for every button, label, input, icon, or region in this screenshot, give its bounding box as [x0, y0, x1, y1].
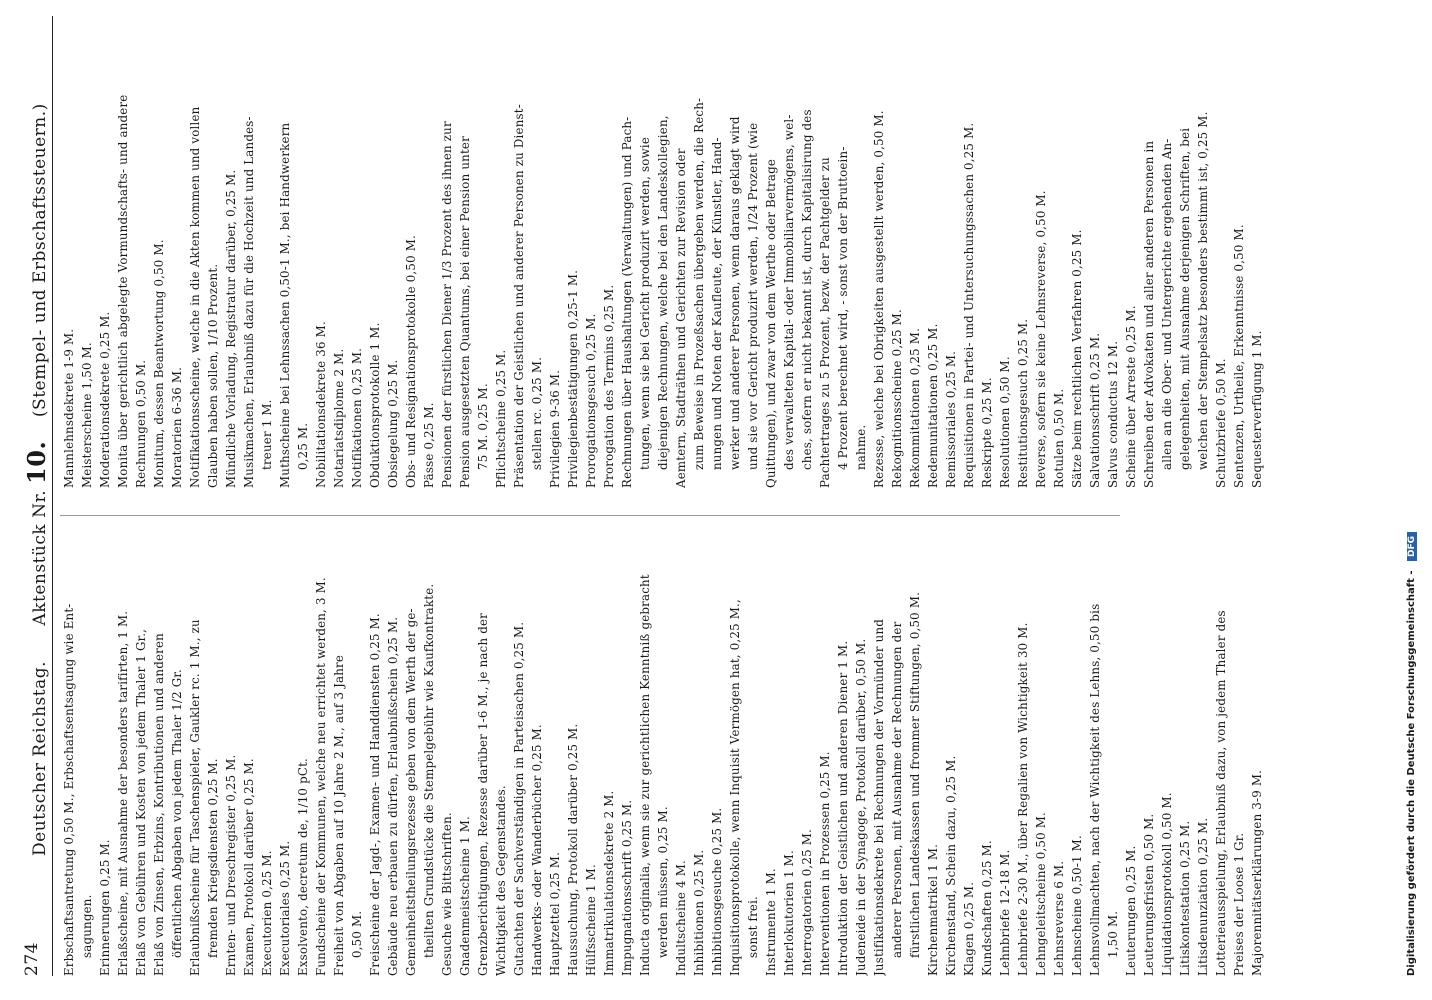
text-line: Mannlehnsdekrete 1-9 M. [62, 328, 76, 488]
running-title [22, 103, 51, 856]
text-line: fremden Kriegsdiensten 0,25 M. [206, 758, 220, 958]
text-line: Interrogatorien 0,25 M. [800, 829, 814, 976]
text-line: Sequesterverfügung 1 M. [1250, 330, 1264, 488]
text-line: Sentenzen, Urtheile, Erkenntnisse 0,50 M. [1232, 224, 1246, 488]
text-line: Obsiegelung 0,25 M. [386, 359, 400, 488]
text-line: Redemunitationen 0,25 M. [926, 323, 940, 488]
text-line: Gnadenmeistscheine 1 M. [458, 816, 472, 976]
text-line: Muthscheine bei Lehnssachen 0,50-1 M., bei Handwerkern [278, 122, 292, 488]
text-line: Majorennitätserklärungen 3-9 M. [1250, 769, 1264, 976]
text-line: welchen der Stempelsatz besonders bestimmt ist, 0,25 M. [1196, 111, 1210, 470]
text-line: Notariatsdiplome 2 M. [332, 348, 346, 488]
text-line: Introduktion der Geistlichen und anderen Diener 1 M. [836, 640, 850, 976]
text-line: Hülfsscheine 1 M. [584, 864, 598, 976]
text-line: Fundscheine der Kommunen, welche neu errichtet werden, 3 M. [314, 577, 328, 976]
dfg-logo: DFG [1407, 532, 1417, 561]
text-line: treuer 1 M. [260, 399, 274, 470]
text-line: Haussuchung, Protokoll darüber 0,25 M. [566, 723, 580, 976]
publication-title: Deutscher Reichstag. [30, 661, 50, 856]
text-line: Remissoriales 0,25 M. [944, 350, 958, 488]
text-line: Executoriales 0,25 M. [278, 840, 292, 976]
text-line: Leuterungen 0,25 M. [1124, 845, 1138, 976]
text-line: Pensionen der fürstlichen Diener 1/3 Prozent des ihnen zur [440, 121, 454, 488]
text-line: Liquidationsprotokoll 0,50 M. [1160, 792, 1174, 976]
text-line: Nobilitationsdekrete 36 M. [314, 321, 328, 488]
text-line: nahme. [854, 424, 868, 470]
text-line: Pension ausgesetzten Quantums, bei einer Pension unter [458, 136, 472, 488]
document-number: 10. [22, 440, 51, 484]
text-line: Examen, Protokoll darüber 0,25 M. [242, 758, 256, 976]
text-line: anderer Personen, mit Ausnahme der Rechnungen der [890, 621, 904, 958]
text-line: werden müssen, 0,25 M. [656, 806, 670, 958]
text-line: Gutachten der Sachverständigen in Parteisachen 0,25 M. [512, 621, 526, 976]
text-line: Litiskontestation 0,25 M. [1178, 820, 1192, 976]
text-line: Scheine über Arreste 0,25 M. [1124, 305, 1138, 488]
text-line: Kundschaften 0,25 M. [980, 840, 994, 976]
text-line: Inhibitionsgesuche 0,25 M. [710, 807, 724, 976]
text-line: Grenzberichtigungen, Rezesse darüber 1-6 M., je nach der [476, 613, 490, 976]
column-divider [60, 515, 1120, 516]
text-line: Rechnungen über Haushaltungen (Verwaltungen) und Pach- [620, 116, 634, 488]
text-line: Monita über gerichtlich abgelegte Vormundschafts- und andere [116, 94, 130, 488]
text-line: Prorogation des Termins 0,25 M. [602, 284, 616, 488]
text-line: Leuterungsfristen 0,50 M. [1142, 813, 1156, 976]
text-line: Erlaß von Gebühren und Kosten von jedem Thaler 1 Gr., [134, 628, 148, 976]
text-line: diejenigen Rechnungen, welche bei den Landeskollegien, [656, 115, 670, 470]
text-line: Salvationsschrift 0,25 M. [1088, 332, 1102, 488]
text-line: Freiheit von Abgaben auf 10 Jahre 2 M., auf 3 Jahre [332, 654, 346, 976]
text-line: theilten Grundstücke die Stempelgebühr wie Kaufkontrakte. [422, 583, 436, 958]
text-line: Erlaßscheine, mit Ausnahme der besonders tarifirten, 1 M. [116, 610, 130, 976]
left-column [60, 536, 1266, 976]
text-line: Exsolvento, decretum de, 1/10 pCt. [296, 758, 310, 976]
text-line: Reverse, sofern sie keine Lehnsreverse, 0,50 M. [1034, 190, 1048, 488]
text-line: Inhibitionen 0,25 M. [692, 849, 706, 976]
text-line: Quittungen), und zwar von dem Werthe oder Betrage [764, 158, 778, 488]
text-line: Handwerks- oder Wanderbücher 0,25 M. [530, 724, 544, 976]
text-line: Wichtigkeit des Gegenstandes. [494, 785, 508, 976]
digitization-credit [1406, 16, 1417, 976]
text-line: Salvus conductus 12 M. [1106, 340, 1120, 488]
text-line: 1,50 M. [1106, 910, 1120, 958]
text-line: Preises der Loose 1 Gr. [1232, 832, 1246, 976]
text-line: Litisdenunziation 0,25 M. [1196, 817, 1210, 976]
text-line: Justifikationsdekrete bei Rechnungen der Vormünder und [872, 618, 886, 976]
text-line: gelegenheiten, mit Ausnahme derjenigen Schriften, bei [1178, 127, 1192, 470]
text-line: Lehnscheine 0,50-1 M. [1070, 835, 1084, 976]
text-line: Obduktionsprotokolle 1 M. [368, 322, 382, 488]
text-line: Privilegien 9-36 M. [548, 369, 562, 488]
text-line: Inducta originalia, wenn sie zur gerichtlichen Kenntniß gebracht [638, 574, 652, 976]
text-line: Hauptzettel 0,25 M. [548, 851, 562, 976]
text-line: Pachtertrages zu 5 Prozent, bezw. der Pachtgelder zu [818, 157, 832, 488]
text-line: Reskripte 0,25 M. [980, 377, 994, 488]
text-line: Indultscheine 4 M. [674, 860, 688, 976]
text-line: Meisterscheine 1,50 M. [80, 342, 94, 488]
page-header [16, 16, 56, 976]
text-line: allen an die Ober- und Untergerichte ergehenden An- [1160, 138, 1174, 470]
text-line: Impugnationsschrift 0,25 M. [620, 799, 634, 976]
text-line: Sätze beim rechtlichen Verfahren 0,25 M. [1070, 229, 1084, 488]
text-line: Interlokutorien 1 M. [782, 850, 796, 976]
text-line: Lotterieausspielung, Erlaubniß dazu, von jedem Thaler des [1214, 610, 1228, 976]
text-line: Kirchenstand, Schein dazu, 0,25 M. [944, 755, 958, 976]
text-line: werker und anderer Personen, wenn daraus geklagt wird [728, 116, 742, 470]
header-rule [52, 16, 53, 976]
text-line: Freischeine der Jagd-, Examen- und Handdiensten 0,25 M. [368, 613, 382, 976]
text-line: zum Beweise in Prozeßsachen übergeben werden, die Rech- [692, 97, 706, 470]
credit-text: Digitalisierung gefördert durch die Deutsche Forschungsgemeinschaft - [1406, 570, 1417, 976]
text-line: Schutzbriefe 0,50 M. [1214, 358, 1228, 488]
text-line: 0,25 M. [296, 422, 310, 470]
text-line: Privilegienbestätigungen 0,25-1 M. [566, 269, 580, 488]
text-line: Notifikationsscheine, welche in die Akten kommen und vollen [188, 106, 202, 488]
text-line: Ernten- und Dreschregister 0,25 M. [224, 754, 238, 976]
text-line: Moratorien 6-36 M. [170, 366, 184, 488]
text-line: Lehnbriefe 2-30 M., über Regalien von Wichtigkeit 30 M. [1016, 622, 1030, 976]
text-line: ches, sofern er nicht bekannt ist, durch Kapitalisirung des [800, 109, 814, 470]
text-line: sagungen. [80, 894, 94, 958]
text-line: öffentlichen Abgaben von jedem Thaler 1/2 Gr. [170, 669, 184, 958]
text-line: Rechnungen 0,50 M. [134, 359, 148, 488]
text-line: Resolutionen 0,50 M. [998, 356, 1012, 488]
text-line: tungen, wenn sie bei Gericht produzirt werden, sowie [638, 136, 652, 470]
text-line: 0,50 M. [350, 910, 364, 958]
text-line: Musikmachen, Erlaubniß dazu für die Hochzeit und Landes- [242, 116, 256, 488]
text-line: Obs- und Resignationsprotokolle 0,50 M. [404, 235, 418, 488]
text-line: Aemtern, Stadträthen und Gerichten zur Revision oder [674, 148, 688, 488]
text-line: Gemeinheitstheilungsrezesse geben von dem Werth der ge- [404, 608, 418, 976]
text-line: 4 Prozent berechnet wird, - sonst von der Bruttoein- [836, 146, 850, 470]
text-line: Rekognitionsscheine 0,25 M. [890, 309, 904, 488]
text-line: und sie vor Gericht produzirt werden, 1/24 Prozent (wie [746, 122, 760, 470]
right-column [60, 48, 1266, 488]
text-line: Pässe 0,25 M. [422, 402, 436, 488]
text-line: Notifikationen 0,25 M. [350, 347, 364, 488]
text-line: Erinnerungen 0,25 M. [98, 839, 112, 976]
text-line: Prorogationsgesuch 0,25 M. [584, 313, 598, 488]
text-line: fürstlichen Landeskassen und frommer Stiftungen, 0,50 M. [908, 591, 922, 958]
text-line: Monitum, dessen Beantwortung 0,50 M. [152, 239, 166, 488]
text-line: Pflichtscheine 0,25 M. [494, 349, 508, 488]
text-line: stellen rc. 0,25 M. [530, 356, 544, 470]
text-line: Inquisitionsprotokolle, wenn Inquisit Vermögen hat, 0,25 M., [728, 599, 742, 976]
text-line: Instrumente 1 M. [764, 868, 778, 976]
text-line: Lehnsvollmachten, nach der Wichtigkeit des Lehns, 0,50 bis [1088, 603, 1102, 976]
text-line: Klagen 0,25 M. [962, 881, 976, 976]
text-line: 75 M. 0,25 M. [476, 383, 490, 470]
text-line: Lehnsreverse 6 M. [1052, 860, 1066, 976]
text-line: Moderationsdekrete 0,25 M. [98, 311, 112, 488]
text-line: Mündliche Vorladung, Registratur darüber, 0,25 M. [224, 169, 238, 488]
text-line: Judeneide in der Synagoge, Protokoll darüber, 0,50 M. [854, 638, 868, 976]
text-line: Erbschaftsantretung 0,50 M., Erbschaftsentsagung wie Ent- [62, 603, 76, 976]
document-subtitle: (Stempel- und Erbschaftssteuern.) [30, 103, 50, 418]
text-line: Requisitionen in Partei- und Untersuchungssachen 0,25 M. [962, 122, 976, 488]
text-line: Lehngeleitscheine 0,50 M. [1034, 812, 1048, 976]
text-line: nungen und Noten der Kaufleute, der Künstler, Hand- [710, 137, 724, 470]
text-line: Glauben haben sollen, 1/10 Prozent. [206, 263, 220, 488]
text-line: Immatrikulationsdekrete 2 M. [602, 790, 616, 976]
text-line: Rotulen 0,50 M. [1052, 388, 1066, 488]
document-label: Aktenstück Nr. [30, 489, 50, 626]
text-line: Gebäude neu erbauen zu dürfen, Erlaubnißschein 0,25 M. [386, 616, 400, 976]
text-line: Schreiben der Advokaten und aller anderen Personen in [1142, 140, 1156, 488]
text-line: des verwalteten Kapital- oder Immobiliarvermögens, wel- [782, 114, 796, 470]
text-line: sonst frei. [746, 895, 760, 958]
text-line: Interventionen in Prozessen 0,25 M. [818, 751, 832, 976]
page-number: 274 [22, 942, 42, 976]
text-line: Kirchenmatrikel 1 M. [926, 843, 940, 976]
text-line: Erlaubnißscheine für Taschenspieler, Gaukler rc. 1 M., zu [188, 619, 202, 976]
text-line: Lehnbriefe 12-18 M. [998, 849, 1012, 976]
text-line: Restitutionsgesuch 0,25 M. [1016, 318, 1030, 488]
text-line: Präsentation der Geistlichen und anderer Personen zu Dienst- [512, 104, 526, 488]
text-line: Rezesse, welche bei Obrigkeiten ausgestellt werden, 0,50 M. [872, 110, 886, 488]
text-line: Executorien 0,25 M. [260, 850, 274, 976]
text-line: Erlaß von Zinsen, Erbzins, Kontributionen und anderen [152, 633, 166, 976]
text-line: Gesuche wie Bittschriften. [440, 812, 454, 976]
text-line: Rekommitationen 0,25 M. [908, 327, 922, 488]
